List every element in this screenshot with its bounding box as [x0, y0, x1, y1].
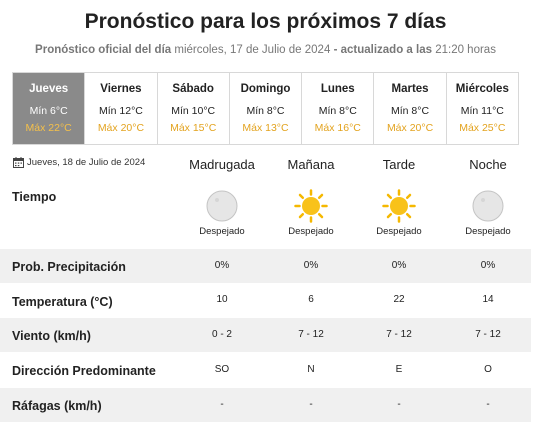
sun-icon [354, 189, 444, 223]
day-name: Miércoles [455, 83, 509, 95]
day-min: Mín 12°C [98, 105, 143, 117]
temp-value: 22 [393, 294, 405, 305]
subtitle-time: 21:20 horas [435, 44, 496, 56]
day-min: Mín 8°C [391, 105, 430, 117]
row-label-precip: Prob. Precipitación [12, 260, 126, 274]
day-min: Mín 11°C [460, 105, 504, 117]
gust-value: - [220, 399, 224, 410]
period-noche: Noche [469, 157, 507, 172]
gust-value: - [397, 399, 401, 410]
day-max: Máx 25°C [459, 122, 506, 134]
day-max: Máx 20°C [386, 122, 434, 134]
wind-value: 7 - 12 [298, 329, 324, 340]
gust-value: - [486, 399, 490, 410]
day-name: Sábado [172, 83, 214, 95]
sky-label: Despejado [376, 226, 422, 237]
day-max: Máx 13°C [242, 122, 289, 134]
forecast-date [13, 157, 145, 168]
precip-value: 0% [391, 260, 407, 271]
row-label-temp: Temperatura (°C) [12, 295, 113, 309]
row-label-viento: Viento (km/h) [12, 329, 91, 343]
period-madrugada: Madrugada [189, 157, 255, 172]
forecast-date-text: Jueves, 18 de Julio de 2024 [27, 157, 146, 168]
tab-day-6[interactable] [447, 73, 518, 144]
page-subtitle [0, 44, 531, 56]
subtitle-updated-label: - actualizado a las [333, 44, 432, 56]
period-manana: Mañana [287, 157, 335, 172]
sun-icon [266, 189, 356, 223]
temp-value: 10 [216, 294, 228, 305]
temp-value: 14 [482, 294, 494, 305]
row-label-direccion: Dirección Predominante [12, 364, 156, 378]
day-name: Domingo [240, 83, 291, 95]
direction-value: SO [214, 364, 230, 375]
day-max: Máx 22°C [25, 122, 72, 134]
tab-day-2[interactable] [158, 73, 230, 144]
day-name: Viernes [100, 83, 142, 95]
precip-value: 0% [303, 260, 319, 271]
moon-icon [443, 189, 533, 223]
day-name: Martes [391, 83, 429, 95]
direction-value: O [484, 364, 492, 375]
wind-value: 7 - 12 [475, 329, 501, 340]
day-min: Mín 10°C [171, 105, 216, 117]
day-name: Lunes [320, 83, 355, 95]
calendar-icon [13, 157, 24, 168]
subtitle-label: Pronóstico oficial del día [35, 44, 172, 56]
direction-value: E [395, 364, 403, 375]
day-max: Máx 20°C [97, 122, 145, 134]
sky-label: Despejado [288, 226, 334, 237]
day-tabs [12, 72, 519, 145]
moon-icon [177, 189, 267, 223]
page-title: Pronóstico para los próximos 7 días [84, 10, 447, 33]
day-max: Máx 15°C [170, 122, 217, 134]
precip-value: 0% [214, 260, 230, 271]
row-label-tiempo: Tiempo [12, 190, 57, 204]
day-name: Jueves [29, 83, 69, 95]
tab-day-5[interactable] [374, 73, 446, 144]
precip-value: 0% [480, 260, 496, 271]
direction-value: N [307, 364, 315, 375]
tab-day-3[interactable] [230, 73, 302, 144]
day-min: Mín 6°C [29, 105, 68, 117]
period-tarde: Tarde [382, 157, 416, 172]
wind-value: 0 - 2 [211, 329, 232, 340]
day-min: Mín 8°C [246, 105, 285, 117]
tab-day-4[interactable] [302, 73, 374, 144]
row-label-rafagas: Ráfagas (km/h) [12, 399, 102, 413]
gust-value: - [309, 399, 313, 410]
sky-label: Despejado [199, 226, 245, 237]
day-min: Mín 8°C [318, 105, 357, 117]
temp-value: 6 [308, 294, 314, 305]
tab-day-1[interactable] [85, 73, 157, 144]
day-max: Máx 16°C [314, 122, 361, 134]
wind-value: 7 - 12 [386, 329, 412, 340]
sky-label: Despejado [465, 226, 511, 237]
subtitle-date: miércoles, 17 de Julio de 2024 [174, 44, 331, 56]
tab-day-0[interactable] [13, 73, 85, 144]
